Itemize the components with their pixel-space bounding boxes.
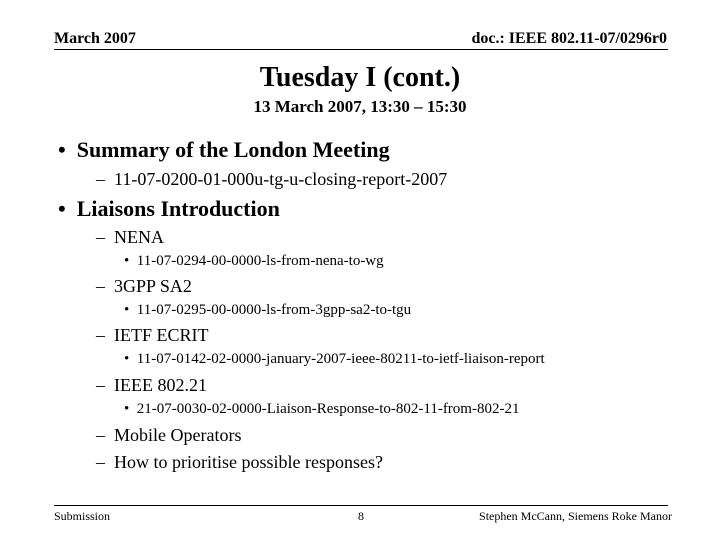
doc-reference-text: 11-07-0142-02-0000-january-2007-ieee-80211-to-ietf-liaison-report — [136, 351, 545, 367]
sub-bullet-item — [96, 375, 207, 396]
dash-icon: – — [96, 375, 105, 395]
doc-reference — [124, 302, 411, 319]
footer-page-number: 8 — [358, 509, 364, 523]
sub-bullet-text: Mobile Operators — [114, 425, 242, 445]
sub-bullet-text: NENA — [114, 227, 164, 247]
header-doc-id: doc.: IEEE 802.11-07/0296r0 — [471, 30, 667, 47]
dash-icon: – — [96, 325, 105, 345]
bullet-item — [58, 137, 390, 163]
sub-bullet-item — [96, 425, 241, 446]
footer-rule — [54, 505, 668, 506]
header-rule — [54, 49, 668, 50]
doc-reference — [124, 401, 519, 418]
small-bullet-icon: • — [124, 401, 130, 417]
small-bullet-icon: • — [124, 351, 130, 367]
bullet-dot-icon: • — [58, 137, 66, 162]
sub-bullet-text: 11-07-0200-01-000u-tg-u-closing-report-2007 — [114, 169, 448, 189]
small-bullet-icon: • — [124, 302, 130, 318]
slide-subtitle: 13 March 2007, 13:30 – 15:30 — [253, 97, 467, 116]
doc-reference — [124, 253, 384, 270]
sub-bullet-text: IEEE 802.21 — [114, 375, 207, 395]
sub-bullet-item — [96, 325, 209, 346]
bullet-text: Summary of the London Meeting — [76, 137, 390, 162]
doc-reference-text: 21-07-0030-02-0000-Liaison-Response-to-802-11-from-802-21 — [136, 401, 520, 417]
sub-bullet-item — [96, 452, 383, 473]
bullet-item — [58, 196, 280, 222]
dash-icon: – — [96, 169, 105, 189]
small-bullet-icon: • — [124, 253, 130, 269]
sub-bullet-item — [96, 276, 192, 297]
sub-bullet-text: 3GPP SA2 — [114, 276, 192, 296]
header-date: March 2007 — [54, 30, 136, 47]
slide-title: Tuesday I (cont.) — [259, 62, 461, 93]
footer-submission: Submission — [54, 509, 111, 523]
dash-icon: – — [96, 276, 105, 296]
dash-icon: – — [96, 425, 105, 445]
doc-reference — [124, 351, 545, 368]
bullet-dot-icon: • — [58, 196, 66, 221]
sub-bullet-item — [96, 169, 447, 190]
doc-reference-text: 11-07-0295-00-0000-ls-from-3gpp-sa2-to-tgu — [136, 302, 412, 318]
sub-bullet-text: IETF ECRIT — [114, 325, 209, 345]
footer-author: Stephen McCann, Siemens Roke Manor — [479, 509, 672, 523]
dash-icon: – — [96, 452, 105, 472]
sub-bullet-item — [96, 227, 164, 248]
bullet-text: Liaisons Introduction — [76, 196, 280, 221]
doc-reference-text: 11-07-0294-00-0000-ls-from-nena-to-wg — [136, 253, 384, 269]
sub-bullet-text: How to prioritise possible responses? — [114, 452, 383, 472]
dash-icon: – — [96, 227, 105, 247]
